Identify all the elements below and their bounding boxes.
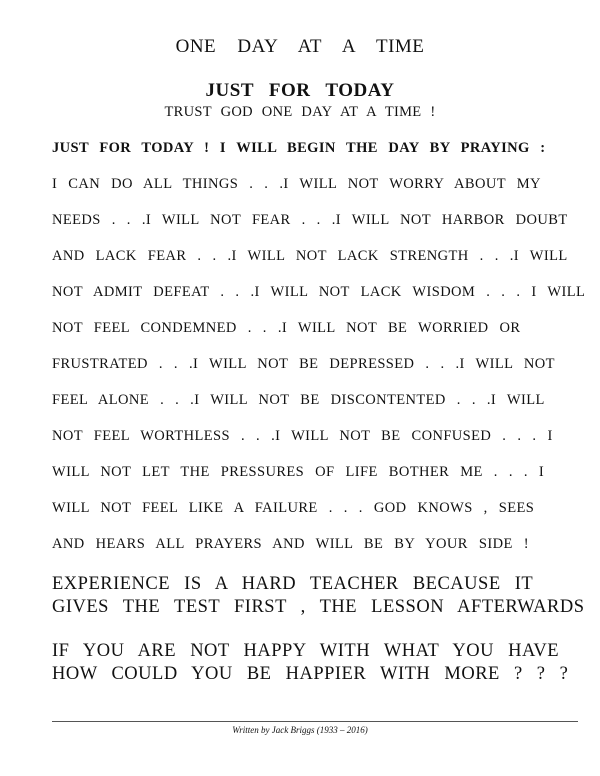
footer-divider (52, 721, 578, 722)
quote-happiness-line2: HOW COULD YOU BE HAPPIER WITH MORE ? ? ? (52, 664, 569, 684)
body-line: NEEDS . . .I WILL NOT FEAR . . .I WILL NOT HARBOR DOUBT (52, 212, 568, 228)
tagline: TRUST GOD ONE DAY AT A TIME ! (164, 104, 436, 120)
page-title: ONE DAY AT A TIME (175, 36, 425, 57)
quote-experience-line2: GIVES THE TEST FIRST , THE LESSON AFTERWARDS (52, 597, 585, 617)
body-line: AND HEARS ALL PRAYERS AND WILL BE BY YOUR SIDE ! (52, 536, 529, 552)
body-line: NOT FEEL WORTHLESS . . .I WILL NOT BE CONFUSED . . . I (52, 428, 553, 444)
body-line: FEEL ALONE . . .I WILL NOT BE DISCONTENTED . . .I WILL (52, 392, 545, 408)
body-line: NOT ADMIT DEFEAT . . .I WILL NOT LACK WISDOM . . . I WILL (52, 284, 586, 300)
body-line: AND LACK FEAR . . .I WILL NOT LACK STRENGTH . . .I WILL (52, 248, 568, 264)
body-line: I CAN DO ALL THINGS . . .I WILL NOT WORRY ABOUT MY (52, 176, 541, 192)
quote-experience-line1: EXPERIENCE IS A HARD TEACHER BECAUSE IT (52, 574, 534, 594)
body-line: WILL NOT LET THE PRESSURES OF LIFE BOTHER ME . . . I (52, 464, 545, 480)
body-line: WILL NOT FEEL LIKE A FAILURE . . . GOD KNOWS , SEES (52, 500, 535, 516)
quote-happiness-line1: IF YOU ARE NOT HAPPY WITH WHAT YOU HAVE (52, 641, 560, 661)
author-credit: Written by Jack Briggs (1933 – 2016) (232, 725, 368, 735)
intro-line: JUST FOR TODAY ! I WILL BEGIN THE DAY BY PRAYING : (52, 140, 546, 156)
subtitle: JUST FOR TODAY (205, 80, 395, 101)
body-line: NOT FEEL CONDEMNED . . .I WILL NOT BE WORRIED OR (52, 320, 521, 336)
body-line: FRUSTRATED . . .I WILL NOT BE DEPRESSED . . .I WILL NOT (52, 356, 555, 372)
